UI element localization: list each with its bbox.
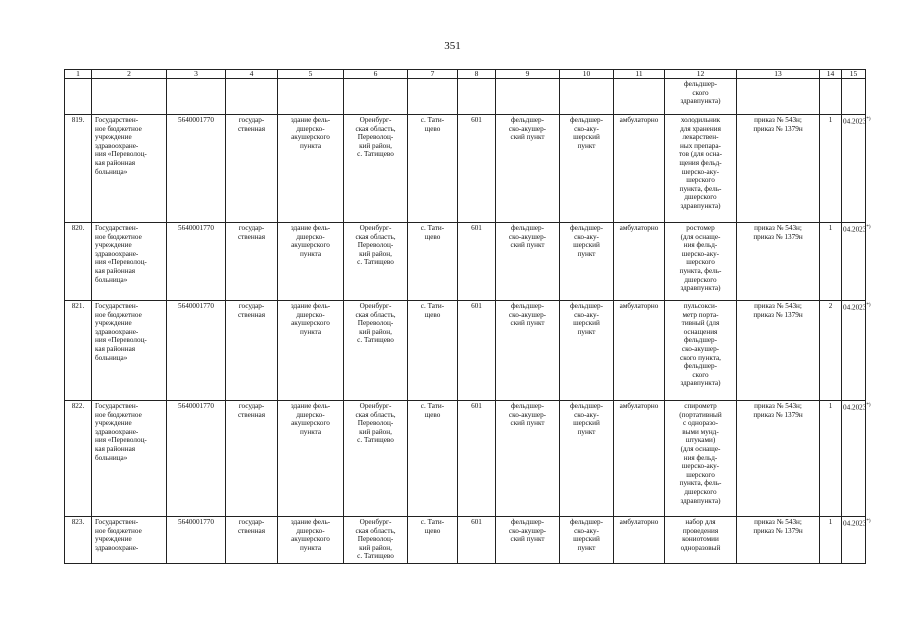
unit-type-cell xyxy=(560,115,614,223)
inn-text: 5640001770 xyxy=(178,224,214,232)
organization-text: Государствен- ное бюджетное учреждение здравоохране- xyxy=(95,518,142,552)
ownership-text: государ- ственная xyxy=(237,402,266,419)
organization-cell xyxy=(92,223,167,301)
column-number: 2 xyxy=(92,70,167,79)
date-text: 04.2023 xyxy=(843,225,867,234)
care-form-text: амбулаторно xyxy=(619,518,659,526)
settlement-cell xyxy=(408,401,458,517)
column-number: 10 xyxy=(560,70,614,79)
quantity-cell xyxy=(820,301,842,401)
column-number: 4 xyxy=(226,70,278,79)
column-number: 8 xyxy=(458,70,496,79)
building-cell xyxy=(278,517,344,564)
care-form-cell xyxy=(614,223,665,301)
organization-text: Государствен- ное бюджетное учреждение здравоохране- ния «Переволоц- кая районная больница» xyxy=(95,116,147,176)
empty-cell xyxy=(226,79,278,115)
ownership-cell xyxy=(226,223,278,301)
order-text: приказ № 543н; приказ № 1379н xyxy=(753,518,803,535)
inn-text: 5640001770 xyxy=(178,518,214,526)
table-row xyxy=(65,115,866,223)
organization-cell xyxy=(92,401,167,517)
date-text: 04.2023 xyxy=(843,117,867,126)
date-text: 04.2023 xyxy=(843,303,867,312)
equipment-text: спирометр (портативный с одноразо- выми мунд- штуками) (для оснаще- ния фельд- шерско-аку- шерского пункта, фель- дшерского здравпункта) xyxy=(679,402,722,505)
unit-cell xyxy=(496,401,560,517)
organization-cell xyxy=(92,517,167,564)
code-cell xyxy=(458,517,496,564)
equipment-cell xyxy=(665,401,737,517)
unit-type-cell xyxy=(560,401,614,517)
quantity-text: 1 xyxy=(828,116,833,124)
footnote-mark: *) xyxy=(866,225,871,230)
column-number: 13 xyxy=(737,70,820,79)
settlement-text: с. Тати- щево xyxy=(420,518,445,535)
row-number-text: 821. xyxy=(71,302,85,310)
ownership-text: государ- ственная xyxy=(237,224,266,241)
organization-text: Государствен- ное бюджетное учреждение здравоохране- ния «Переволоц- кая районная больница» xyxy=(95,302,147,362)
unit-cell xyxy=(496,223,560,301)
address-text: Оренбург- ская область, Переволоц- кий район, с. Татищево xyxy=(355,402,396,445)
date-text: 04.2023 xyxy=(843,519,867,528)
column-number: 7 xyxy=(408,70,458,79)
empty-cell xyxy=(737,79,820,115)
quantity-text: 2 xyxy=(828,302,833,310)
building-text: здание фель- дшерско- акушерского пункта xyxy=(290,402,331,436)
inn-cell xyxy=(167,401,226,517)
row-number-cell xyxy=(65,517,92,564)
equipment-text: пульсокси- метр порта- тивный (для оснащения фельдшер- ско-акушер- ского пункта, фельдшер- ского здравпункта) xyxy=(680,302,721,388)
unit-cell xyxy=(496,517,560,564)
quantity-cell xyxy=(820,223,842,301)
address-text: Оренбург- ская область, Переволоц- кий район, с. Татищево xyxy=(355,518,396,561)
column-number: 3 xyxy=(167,70,226,79)
empty-cell xyxy=(65,79,92,115)
empty-cell xyxy=(92,79,167,115)
quantity-text: 1 xyxy=(828,224,833,232)
code-text: 601 xyxy=(471,302,482,310)
organization-text: Государствен- ное бюджетное учреждение здравоохране- ния «Переволоц- кая районная больница» xyxy=(95,402,147,462)
row-number-cell xyxy=(65,223,92,301)
empty-cell xyxy=(167,79,226,115)
date-text: 04.2023 xyxy=(843,403,867,412)
equipment-text: холодильник для хранения лекарствен- ных препара- тов (для осна- щения фельд- шерско-аку- шерского пункта, фель- дшерского здравпункта) xyxy=(679,116,722,210)
building-cell xyxy=(278,115,344,223)
empty-cell xyxy=(820,79,842,115)
settlement-text: с. Тати- щево xyxy=(420,302,445,319)
settlement-text: с. Тати- щево xyxy=(420,116,445,133)
table-body xyxy=(65,69,871,564)
date-cell xyxy=(842,517,871,564)
quantity-cell xyxy=(820,115,842,223)
settlement-cell xyxy=(408,517,458,564)
equipment-cell xyxy=(665,115,737,223)
footnote-mark: *) xyxy=(866,403,871,408)
unit-type-text: фельдшер- ско-аку- шерский пункт xyxy=(569,302,604,336)
empty-cell xyxy=(614,79,665,115)
address-text: Оренбург- ская область, Переволоц- кий район, с. Татищево xyxy=(355,302,396,345)
code-text: 601 xyxy=(471,116,482,124)
code-cell xyxy=(458,223,496,301)
address-cell xyxy=(344,301,408,401)
building-cell xyxy=(278,223,344,301)
unit-type-cell xyxy=(560,517,614,564)
address-cell xyxy=(344,517,408,564)
ownership-text: государ- ственная xyxy=(237,116,266,133)
unit-text: фельдшер- ско-акушер- ский пункт xyxy=(508,302,547,328)
unit-type-text: фельдшер- ско-аку- шерский пункт xyxy=(569,116,604,150)
unit-type-text: фельдшер- ско-аку- шерский пункт xyxy=(569,402,604,436)
column-number-row xyxy=(65,70,866,79)
footnote-mark: *) xyxy=(866,519,871,524)
care-form-cell xyxy=(614,301,665,401)
ownership-text: государ- ственная xyxy=(237,302,266,319)
column-number: 1 xyxy=(65,70,92,79)
table-row xyxy=(65,301,866,401)
settlement-text: с. Тати- щево xyxy=(420,224,445,241)
ownership-cell xyxy=(226,401,278,517)
inn-cell xyxy=(167,517,226,564)
building-text: здание фель- дшерско- акушерского пункта xyxy=(290,518,331,552)
equipment-cell: фельдшер- ского здравпункта) xyxy=(665,79,737,115)
care-form-text: амбулаторно xyxy=(619,302,659,310)
empty-cell xyxy=(496,79,560,115)
ownership-cell xyxy=(226,115,278,223)
unit-text: фельдшер- ско-акушер- ский пункт xyxy=(508,224,547,250)
organization-cell xyxy=(92,301,167,401)
inn-cell xyxy=(167,223,226,301)
organization-text: Государствен- ное бюджетное учреждение здравоохране- ния «Переволоц- кая районная больница» xyxy=(95,224,147,284)
empty-cell xyxy=(344,79,408,115)
equipment-text: набор для проведения кониотомии одноразовый xyxy=(680,518,721,552)
code-cell xyxy=(458,115,496,223)
equipment-text: ростомер (для оснаще- ния фельд- шерско-аку- шерского пункта, фель- дшерского здравпункта) xyxy=(679,224,722,293)
registry-table xyxy=(64,69,871,564)
building-text: здание фель- дшерско- акушерского пункта xyxy=(290,116,331,150)
date-cell xyxy=(842,223,871,301)
order-text: приказ № 543н; приказ № 1379н xyxy=(753,224,803,241)
care-form-text: амбулаторно xyxy=(619,402,659,410)
unit-type-text: фельдшер- ско-аку- шерский пункт xyxy=(569,518,604,552)
care-form-cell xyxy=(614,115,665,223)
row-number-text: 820. xyxy=(71,224,85,232)
equipment-cell xyxy=(665,517,737,564)
date-cell xyxy=(842,401,871,517)
column-number: 14 xyxy=(820,70,842,79)
column-number: 9 xyxy=(496,70,560,79)
column-number: 11 xyxy=(614,70,665,79)
date-cell xyxy=(842,115,871,223)
equipment-cell xyxy=(665,223,737,301)
ownership-cell xyxy=(226,517,278,564)
empty-cell xyxy=(408,79,458,115)
row-number-text: 819. xyxy=(71,116,85,124)
code-text: 601 xyxy=(471,224,482,232)
order-text: приказ № 543н; приказ № 1379н xyxy=(753,402,803,419)
quantity-text: 1 xyxy=(828,402,833,410)
code-cell xyxy=(458,301,496,401)
ownership-cell xyxy=(226,301,278,401)
building-cell xyxy=(278,401,344,517)
care-form-cell xyxy=(614,517,665,564)
inn-cell xyxy=(167,301,226,401)
quantity-cell xyxy=(820,517,842,564)
address-cell xyxy=(344,401,408,517)
address-cell xyxy=(344,223,408,301)
order-cell xyxy=(737,401,820,517)
address-cell xyxy=(344,115,408,223)
order-cell xyxy=(737,223,820,301)
unit-type-cell xyxy=(560,301,614,401)
settlement-cell xyxy=(408,223,458,301)
organization-cell xyxy=(92,115,167,223)
address-text: Оренбург- ская область, Переволоц- кий район, с. Татищево xyxy=(355,224,396,267)
continuation-row xyxy=(65,79,866,115)
empty-cell xyxy=(560,79,614,115)
care-form-text: амбулаторно xyxy=(619,116,659,124)
order-cell xyxy=(737,301,820,401)
unit-cell xyxy=(496,301,560,401)
unit-text: фельдшер- ско-акушер- ский пункт xyxy=(508,402,547,428)
inn-cell xyxy=(167,115,226,223)
column-number: 5 xyxy=(278,70,344,79)
row-number-cell xyxy=(65,301,92,401)
building-text: здание фель- дшерско- акушерского пункта xyxy=(290,302,331,336)
order-text: приказ № 543н; приказ № 1379н xyxy=(753,302,803,319)
unit-cell xyxy=(496,115,560,223)
settlement-cell xyxy=(408,115,458,223)
code-text: 601 xyxy=(471,402,482,410)
row-number-cell xyxy=(65,115,92,223)
care-form-cell xyxy=(614,401,665,517)
ownership-text: государ- ственная xyxy=(237,518,266,535)
order-cell xyxy=(737,115,820,223)
unit-text: фельдшер- ско-акушер- ский пункт xyxy=(508,518,547,544)
order-cell xyxy=(737,517,820,564)
code-cell xyxy=(458,401,496,517)
row-number-text: 823. xyxy=(71,518,85,526)
column-number: 6 xyxy=(344,70,408,79)
table-row xyxy=(65,517,866,564)
inn-text: 5640001770 xyxy=(178,116,214,124)
row-number-text: 822. xyxy=(71,402,85,410)
footnote-mark: *) xyxy=(866,117,871,122)
address-text: Оренбург- ская область, Переволоц- кий район, с. Татищево xyxy=(355,116,396,159)
empty-cell xyxy=(842,79,866,115)
settlement-text: с. Тати- щево xyxy=(420,402,445,419)
unit-text: фельдшер- ско-акушер- ский пункт xyxy=(508,116,547,142)
page-number: 351 xyxy=(444,40,461,52)
care-form-text: амбулаторно xyxy=(619,224,659,232)
settlement-cell xyxy=(408,301,458,401)
inn-text: 5640001770 xyxy=(178,302,214,310)
date-cell xyxy=(842,301,871,401)
unit-type-cell xyxy=(560,223,614,301)
table-row xyxy=(65,401,866,517)
unit-type-text: фельдшер- ско-аку- шерский пункт xyxy=(569,224,604,258)
order-text: приказ № 543н; приказ № 1379н xyxy=(753,116,803,133)
building-cell xyxy=(278,301,344,401)
footnote-mark: *) xyxy=(866,303,871,308)
row-number-cell xyxy=(65,401,92,517)
empty-cell xyxy=(278,79,344,115)
quantity-cell xyxy=(820,401,842,517)
equipment-cell xyxy=(665,301,737,401)
quantity-text: 1 xyxy=(828,518,833,526)
table-row xyxy=(65,223,866,301)
building-text: здание фель- дшерско- акушерского пункта xyxy=(290,224,331,258)
inn-text: 5640001770 xyxy=(178,402,214,410)
empty-cell xyxy=(458,79,496,115)
column-number: 12 xyxy=(665,70,737,79)
column-number: 15 xyxy=(842,70,866,79)
code-text: 601 xyxy=(471,518,482,526)
